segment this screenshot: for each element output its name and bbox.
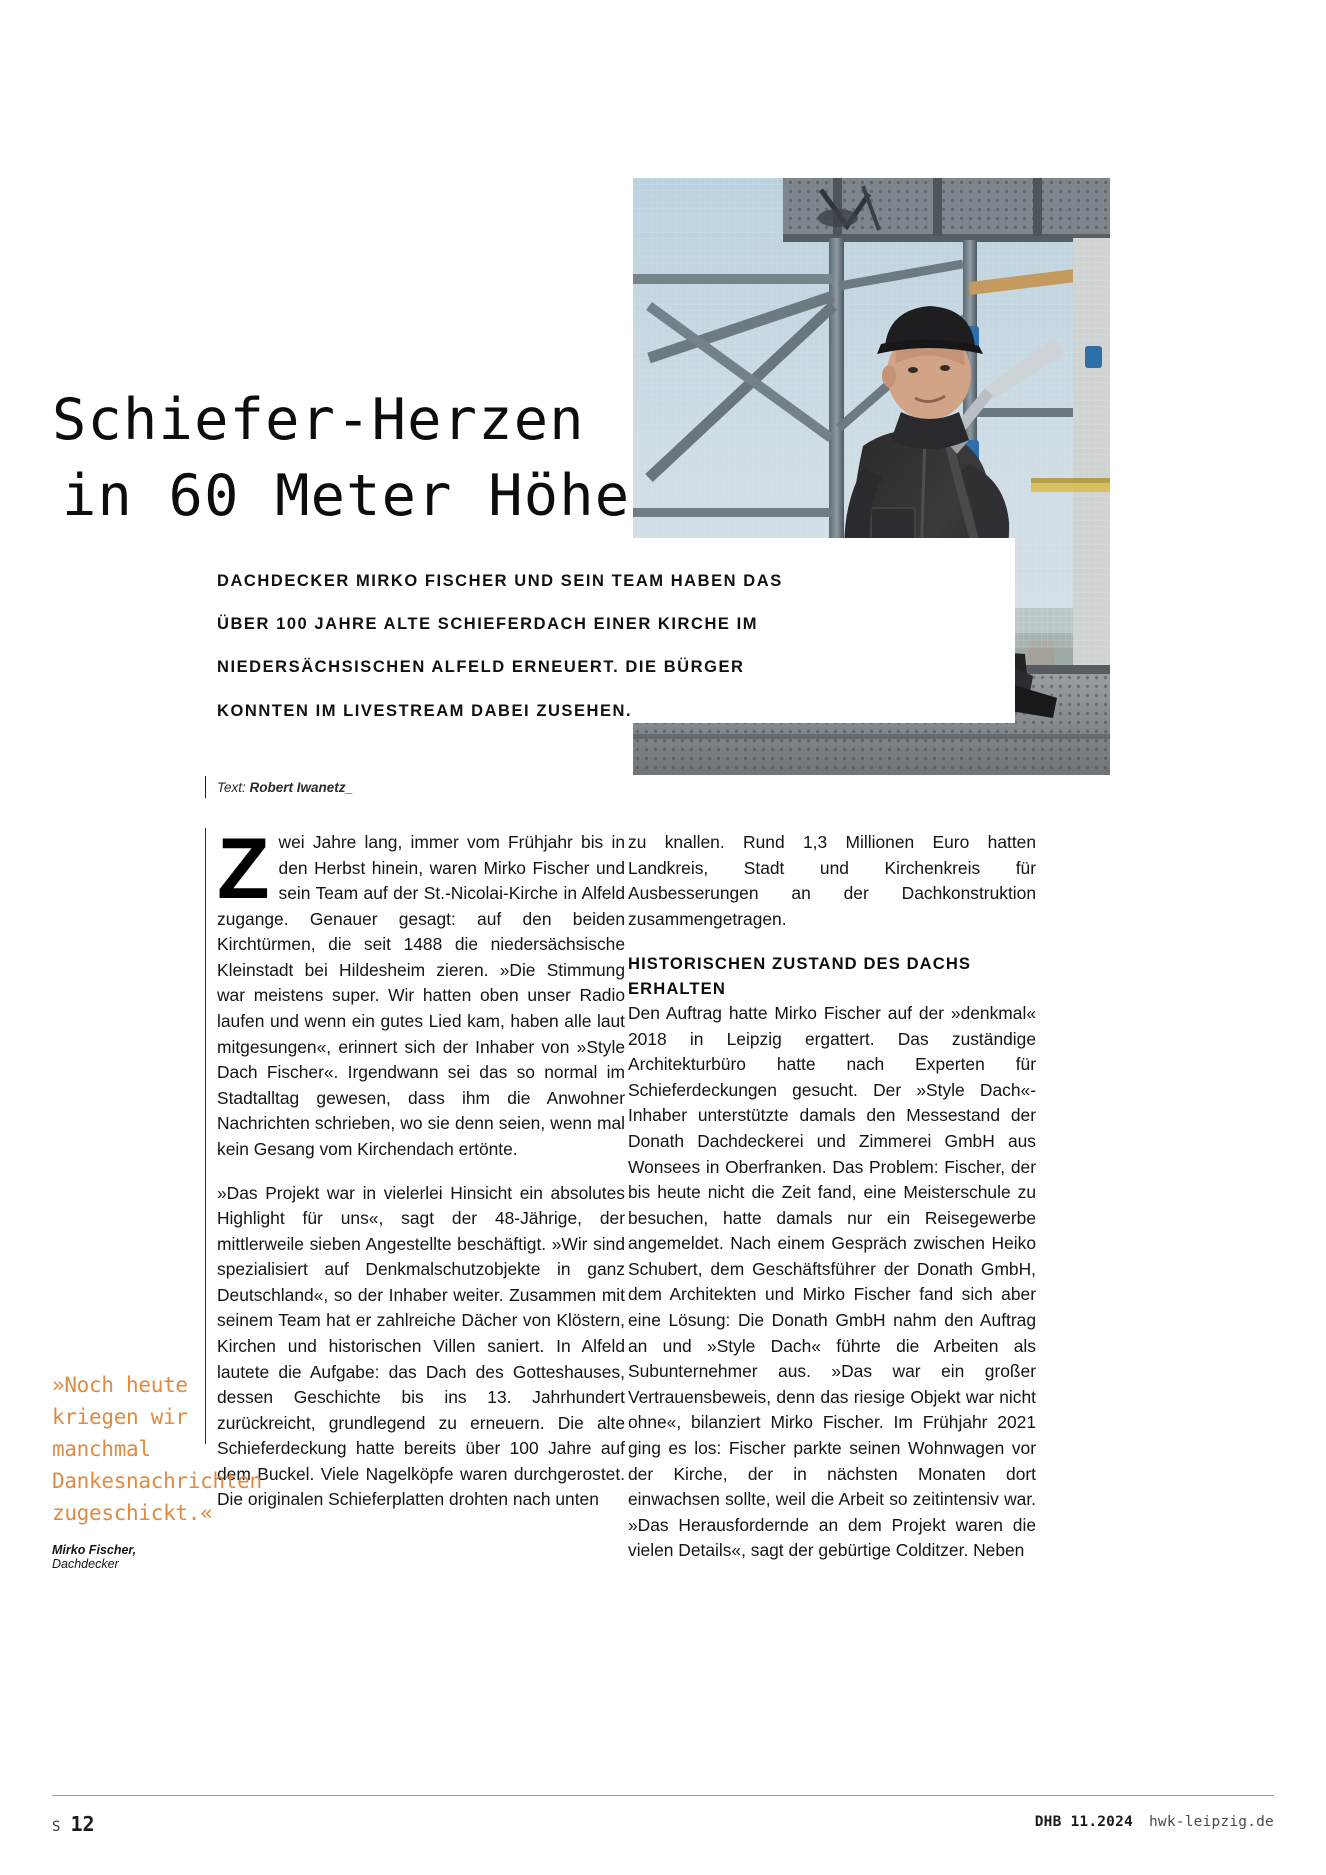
page-number: 12	[70, 1812, 95, 1836]
byline	[217, 780, 353, 795]
byline-divider	[205, 776, 206, 798]
body-column-right	[628, 830, 1036, 1564]
pull-quote-text: »Noch heute kriegen wir manchmal Dankesnachrichten zugeschickt.«	[52, 1373, 262, 1525]
pull-quote-role: Dachdecker	[52, 1556, 119, 1571]
standfirst-line-1: DACHDECKER MIRKO FISCHER UND SEIN TEAM HABEN DAS	[217, 572, 783, 590]
website-label: hwk-leipzig.de	[1148, 1814, 1274, 1830]
issue-label: DHB 11.2024	[1034, 1814, 1133, 1830]
paragraph-right-1: zu knallen. Rund 1,3 Millionen Euro hatten Landkreis, Stadt und Kirchenkreis für Ausbesserungen an der Dachkonstruktion zusammengetragen.	[628, 832, 1036, 929]
section-subheading: HISTORISCHEN ZUSTAND DES DACHS ERHALTEN	[628, 954, 972, 998]
standfirst-line-2: ÜBER 100 JAHRE ALTE SCHIEFERDACH EINER KIRCHE IM	[217, 615, 759, 634]
body-column-left	[217, 821, 625, 1513]
byline-author: Robert Iwanetz_	[249, 780, 354, 795]
page-prefix: S	[52, 1819, 61, 1835]
pull-quote	[52, 1370, 262, 1571]
byline-label: Text:	[217, 780, 246, 795]
paragraph-right-2: Den Auftrag hatte Mirko Fischer auf der »denkmal« 2018 in Leipzig ergattert. Das zuständige Architekturbüro hatte nach Experten für Schieferdeckungen gesucht. Der »Style Dach«-Inhaber unterstützte damals den Messestand der Donath Dachdeckerei und Zimmerei GmbH aus Wonsees in Oberfranken. Das Problem: Fischer, der bis heute nicht die Zeit fand, eine Meisterschule zu besuchen, hatte damals nur ein Reisegewerbe angemeldet. Nach einem Gespräch zwischen Heiko Schubert, dem Geschäftsführer der Donath GmbH, dem Architekten und Mirko Fischer fand sich aber eine Lösung: Die Donath GmbH nahm den Auftrag an und »Style Dach« führte die Arbeiten als Subunternehmer aus. »Das war ein großer Vertrauensbeweis, denn das riesige Objekt war nicht ohne«, bilanziert Mirko Fischer. Im Frühjahr 2021 ging es los: Fischer parkte seinen Wohnwagen vor der Kirche, der in nächsten Monaten dort einwachsen sollte, weil die Arbeit so zeitintensiv war. »Das Herausfordernde an dem Projekt waren die vielen Details«, sagt der gebürtige Colditzer. Neben	[628, 1003, 1036, 1561]
paragraph-left-1-text: wei Jahre lang, immer vom Frühjahr bis in den Herbst hinein, waren Mirko Fischer und sein Team auf der St.-Nicolai-Kirche in Alfeld zugange. Genauer gesagt: auf den beiden Kirchtürmen, die seit 1488 die niedersächsische Kleinstadt bei Hildesheim zieren. »Die Stimmung war meistens super. Wir hatten oben unser Radio laufen und wenn ein gutes Lied kam, haben alle laut mitgesungen«, erinnert sich der Inhaber von »Style Dach Fischer«. Irgendwann sei das so normal im Stadtalltag gewesen, dass ihm die Anwohner Nachrichten schrieben, wo sie denn seien, wenn mal kein Gesang vom Kirchendach ertönte.	[217, 832, 625, 1159]
pull-quote-name: Mirko Fischer,	[52, 1542, 137, 1557]
footer-divider	[52, 1795, 1274, 1796]
drop-cap: Z	[217, 821, 270, 917]
article-headline	[52, 383, 812, 535]
paragraph-left-2: »Das Projekt war in vielerlei Hinsicht ein absolutes Highlight für uns«, sagt der 48-Jährige, der mittlerweile sieben Angestellte beschäftigt. »Wir sind spezialisiert auf Denkmalschutzobjekte in ganz Deutschland«, so der Inhaber weiter. Zusammen mit seinem Team hat er zahlreiche Dächer von Klöstern, Kirchen und historischen Villen saniert. In Alfeld lautete die Aufgabe: das Dach des Gotteshauses, dessen Geschichte bis ins 13. Jahrhundert zurückreicht, grundlegend zu erneuern. Die alte Schieferdeckung hatte bereits über 100 Jahre auf dem Buckel. Viele Nagelköpfe waren durchgerostet. Die originalen Schieferplatten drohten nach unten	[217, 1182, 625, 1510]
standfirst-line-3: NIEDERSÄCHSISCHEN ALFELD ERNEUERT. DIE BÜRGER	[217, 658, 745, 677]
pull-quote-attribution	[52, 1543, 202, 1571]
headline-line-2: in 60 Meter Höhe	[62, 462, 631, 529]
paragraph-left-1	[217, 821, 625, 1163]
footer-meta	[1035, 1814, 1274, 1830]
page-number-block	[52, 1812, 95, 1836]
standfirst-line-4: KONNTEN IM LIVESTREAM DABEI ZUSEHEN.	[217, 701, 633, 720]
column-divider-rule	[205, 828, 206, 1444]
standfirst	[217, 560, 817, 733]
headline-line-1: Schiefer-Herzen	[52, 387, 585, 453]
